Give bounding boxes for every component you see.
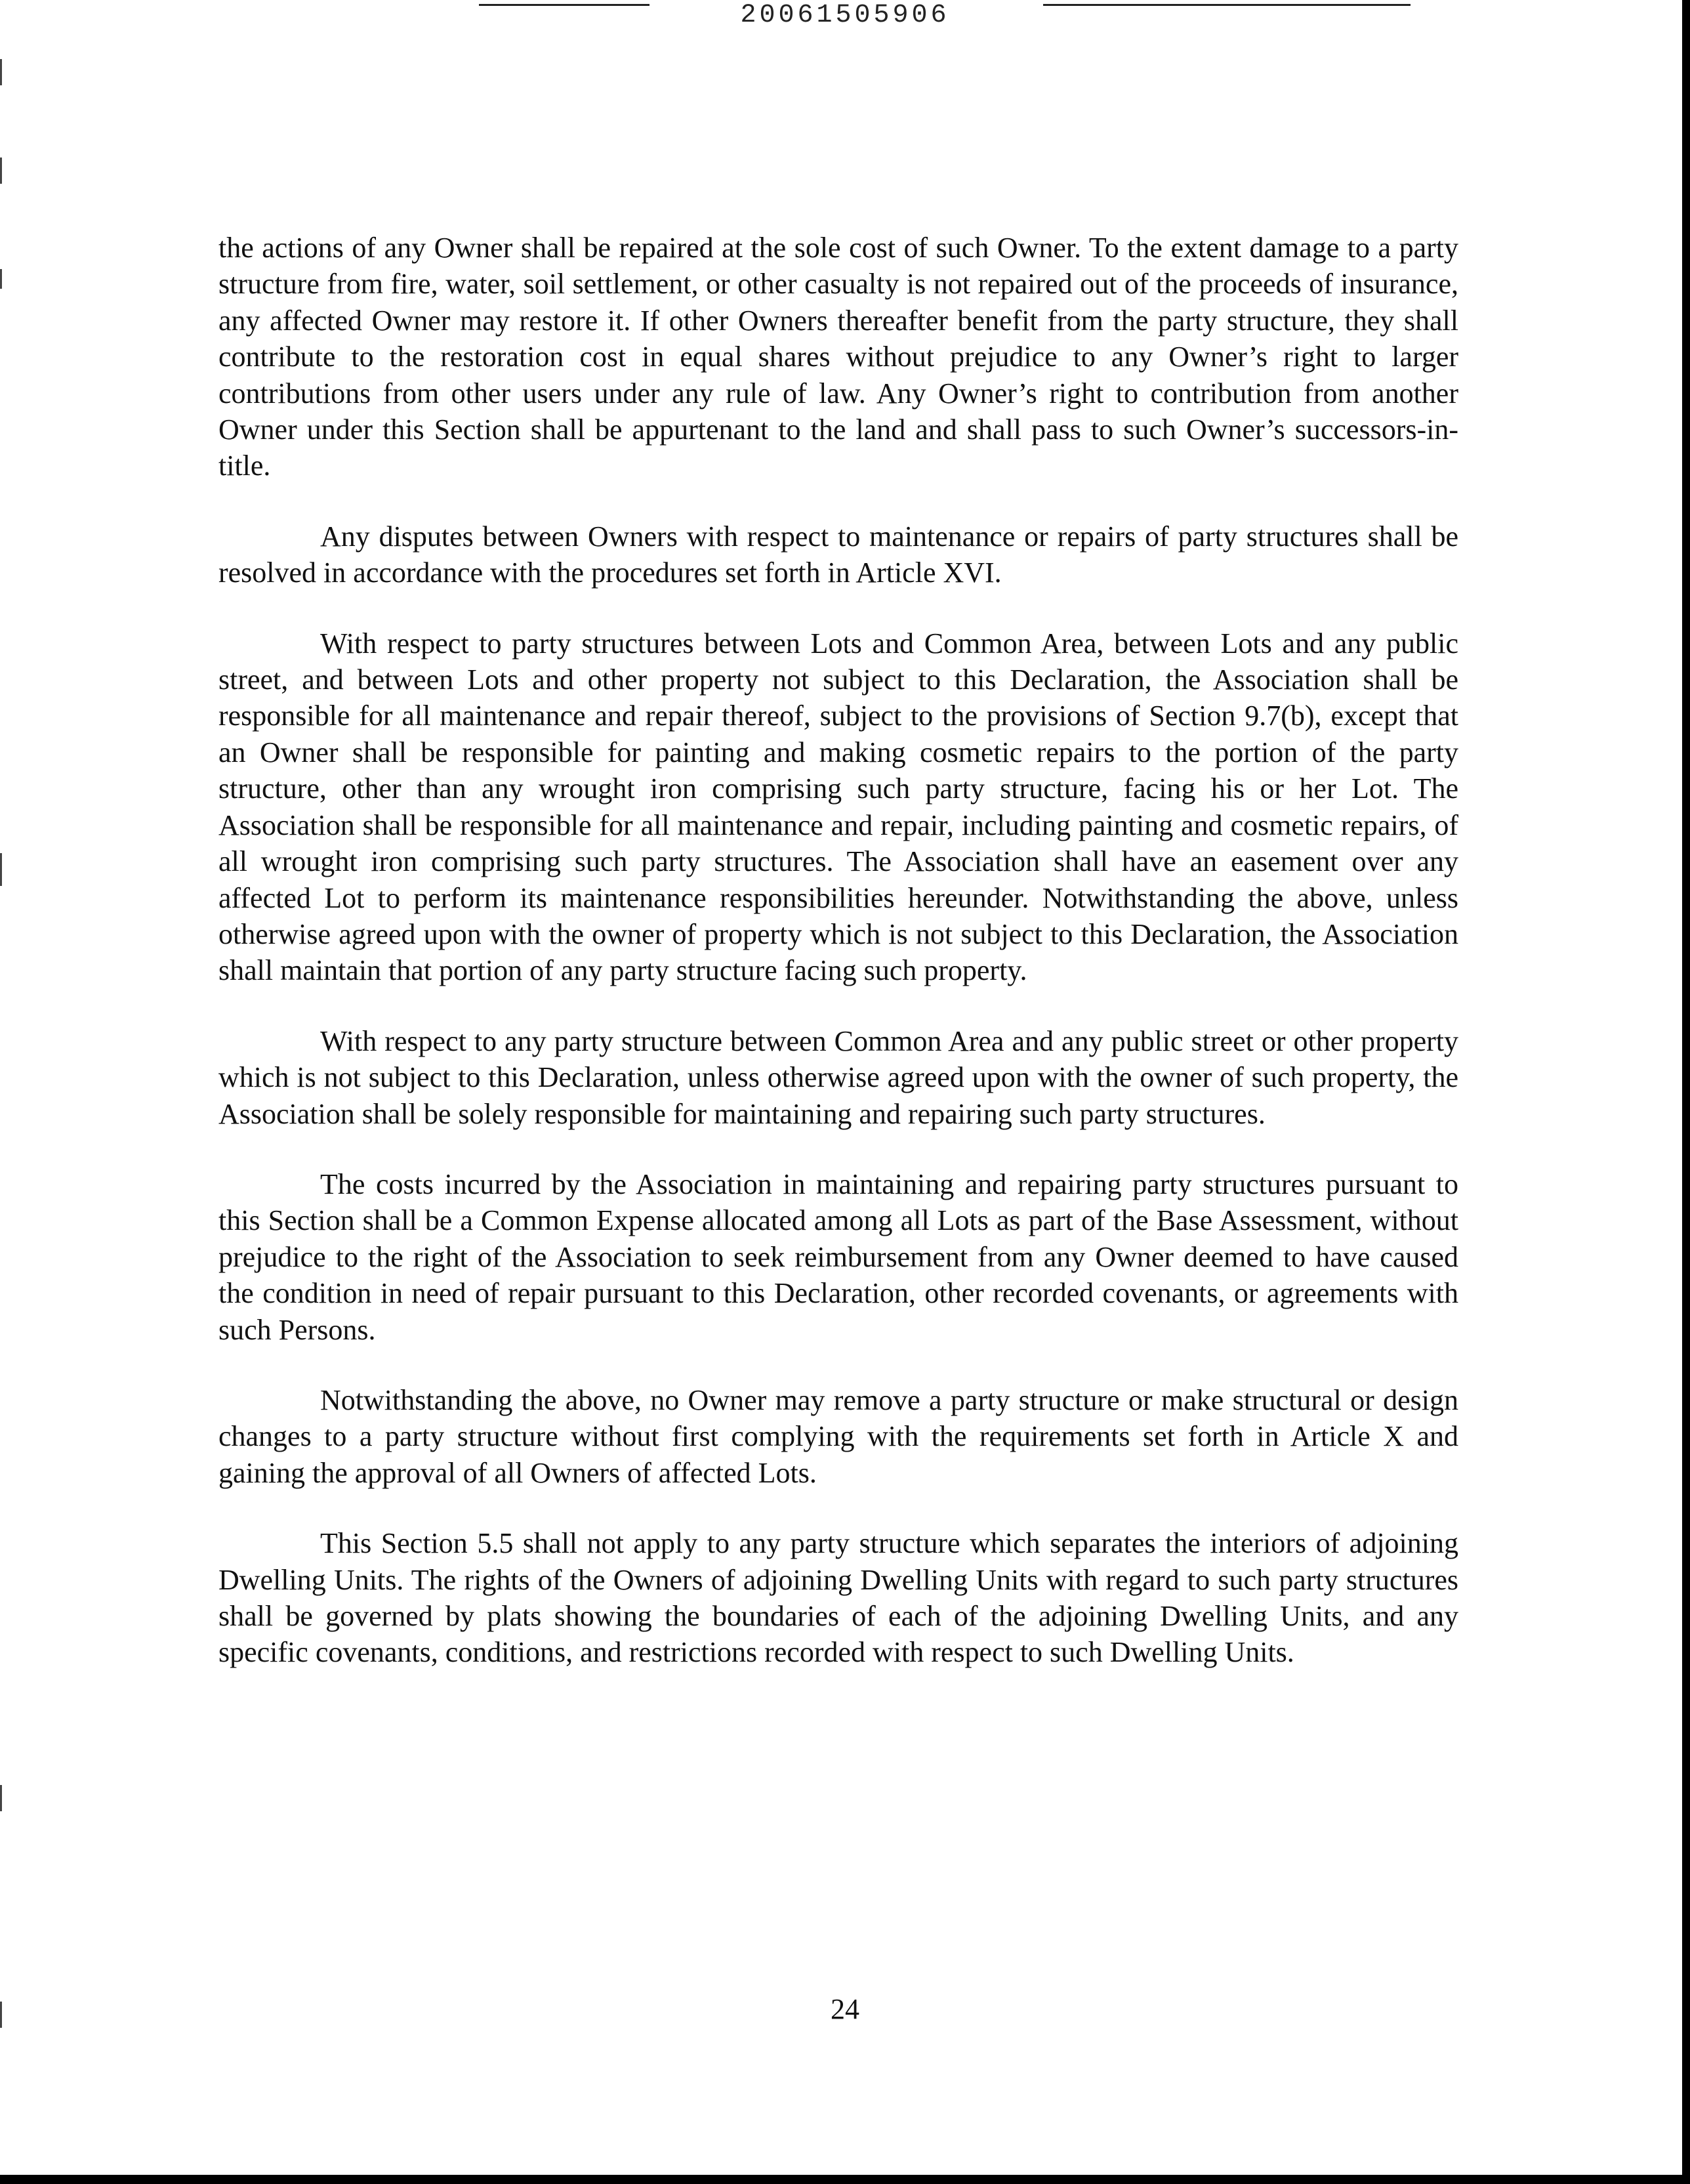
paragraph-section-5-5: This Section 5.5 shall not apply to any party structure which separates the interiors of adjoining Dwelling Units. The rights of the Owners of adjoining Dwelling Units with regard to such party structures shall be governed by plats showing the boundaries of each of the adjoining Dwelling Units, and any specific covenants, conditions, and restrictions recorded with respect to such Dwelling Units. [218,1527,1458,1669]
paragraph-continued: the actions of any Owner shall be repaired at the sole cost of such Owner. To the extent damage to a party structure from fire, water, soil settlement, or other casualty is not repaired out of the proceeds of insurance, any affected Owner may restore it. If other Owners thereafter benefit from the party structure, they shall contribute to the restoration cost in equal shares without prejudice to any Owner’s right to larger contributions from other users under any rule of law. Any Owner’s right to contribution from another Owner under this Section shall be appurtenant to the land and shall pass to such Owner’s successors-in-title. [218,232,1458,482]
scan-left-tick [0,59,2,85]
scan-left-tick [0,1785,2,1811]
scan-left-tick [0,158,2,184]
scan-right-border [1682,0,1690,2184]
paragraph-common-area-street: With respect to any party structure between Common Area and any public street or other property which is not subject to this Declaration, unless otherwise agreed upon with the owner of such property, the Association shall be solely responsible for maintaining and repairing such party structures. [218,1024,1458,1130]
paragraph-lots-common-area: With respect to party structures between Lots and Common Area, between Lots and any public street, and between Lots and other property not subject to this Declaration, the Association shall be responsible for all maintenance and repair thereof, subject to the provisions of Section 9.7(b), except that an Owner shall be responsible for painting and making cosmetic repairs to the portion of the party structure, other than any wrought iron comprising such party structure, facing his or her Lot. The Association shall be responsible for all maintenance and repair, including painting and cosmetic repairs, of all wrought iron comprising such party structures. The Association shall have an easement over any affected Lot to perform its maintenance responsibilities hereunder. Notwithstanding the above, unless otherwise agreed upon with the owner of property which is not subject to this Declaration, the Association shall maintain that portion of any party structure facing such property. [218,627,1458,987]
paragraph-costs: The costs incurred by the Association in maintaining and repairing party structures pursuant to this Section shall be a Common Expense allocated among all Lots as part of the Base Assessment, without prejudice to the right of the Association to seek reimbursement from any Owner deemed to have caused the condition in need of repair pursuant to this Declaration, other recorded covenants, or agreements with such Persons. [218,1167,1458,1346]
scan-left-tick [0,853,2,886]
scan-bottom-border [0,2175,1690,2184]
paragraph-disputes: Any disputes between Owners with respect to maintenance or repairs of party structures shall be resolved in accordance with the procedures set forth in Article XVI. [218,520,1458,589]
document-number: 20061505906 [740,1,950,30]
paragraph-removal: Notwithstanding the above, no Owner may remove a party structure or make structural or design changes to a party structure without first complying with the requirements set forth in Article X and gaining the approval of all Owners of affected Lots. [218,1383,1458,1489]
page-number: 24 [831,1993,859,2025]
document-body [218,230,1458,1705]
scan-left-tick [0,269,2,289]
